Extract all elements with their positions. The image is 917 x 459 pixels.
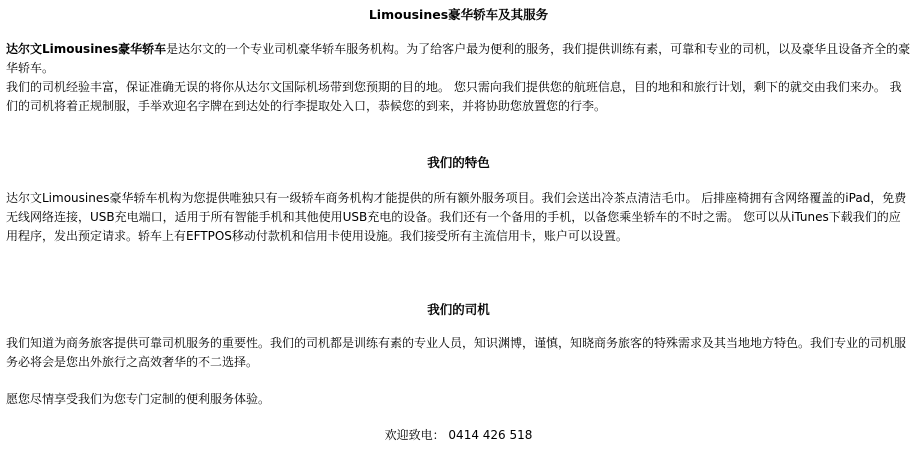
features-heading: 我们的特色 [427, 155, 490, 170]
brand-name: 达尔文Limousines豪华轿车 [6, 42, 167, 56]
phone-number: 0414 426 518 [448, 428, 533, 442]
phone-line [0, 426, 917, 445]
drivers-heading: 我们的司机 [427, 302, 490, 317]
page-title: Limousines豪华轿车及其服务 [368, 7, 549, 22]
phone-label: 欢迎致电： [384, 428, 445, 442]
intro-drivers-text: 我们的司机经验丰富，保证准确无误的将你从达尔文国际机场带到您预期的目的地。 您只需向我们提供您的航班信息，目的地和和旅行计划，剩下的就交由我们来办。 我们的司机将着正规制服，手举欢迎名字牌在到达处的行李提取处入口，恭候您的到来，并将协助您放置您的行李。 [6, 80, 902, 113]
intro-text: 是达尔文的一个专业司机豪华轿车服务机构。为了给客户最为便利的服务，我们提供训练有素，可靠和专业的司机，以及豪华且设备齐全的豪华轿车。 [6, 42, 911, 75]
features-paragraph: 达尔文Limousines豪华轿车机构为您提供唯独只有一级轿车商务机构才能提供的所有额外服务项目。我们会送出冷茶点清洁毛巾。 后排座椅拥有含网络覆盖的iPad，免费无线网络连接，USB充电端口，适用于所有智能手机和其他使用USB充电的设备。我们还有一个备用的手机，以备您乘坐轿车的不时之需。 您可以从iTunes下载我们的应用程序，发出预定请求。轿车上有EFTPOS移动付款机和信用卡使用设施。我们接受所有主流信用卡，账户可以设置。 [6, 191, 907, 243]
intro-paragraph [6, 40, 911, 116]
drivers-paragraph: 我们知道为商务旅客提供可靠司机服务的重要性。我们的司机都是训练有素的专业人员，知识渊博，谨慎，知晓商务旅客的特殊需求及其当地地方特色。我们专业的司机服务必将会是您出外旅行之高效奢华的不二选择。 [6, 336, 907, 369]
enjoy-paragraph: 愿您尽情享受我们为您专门定制的便利服务体验。 [6, 392, 271, 406]
